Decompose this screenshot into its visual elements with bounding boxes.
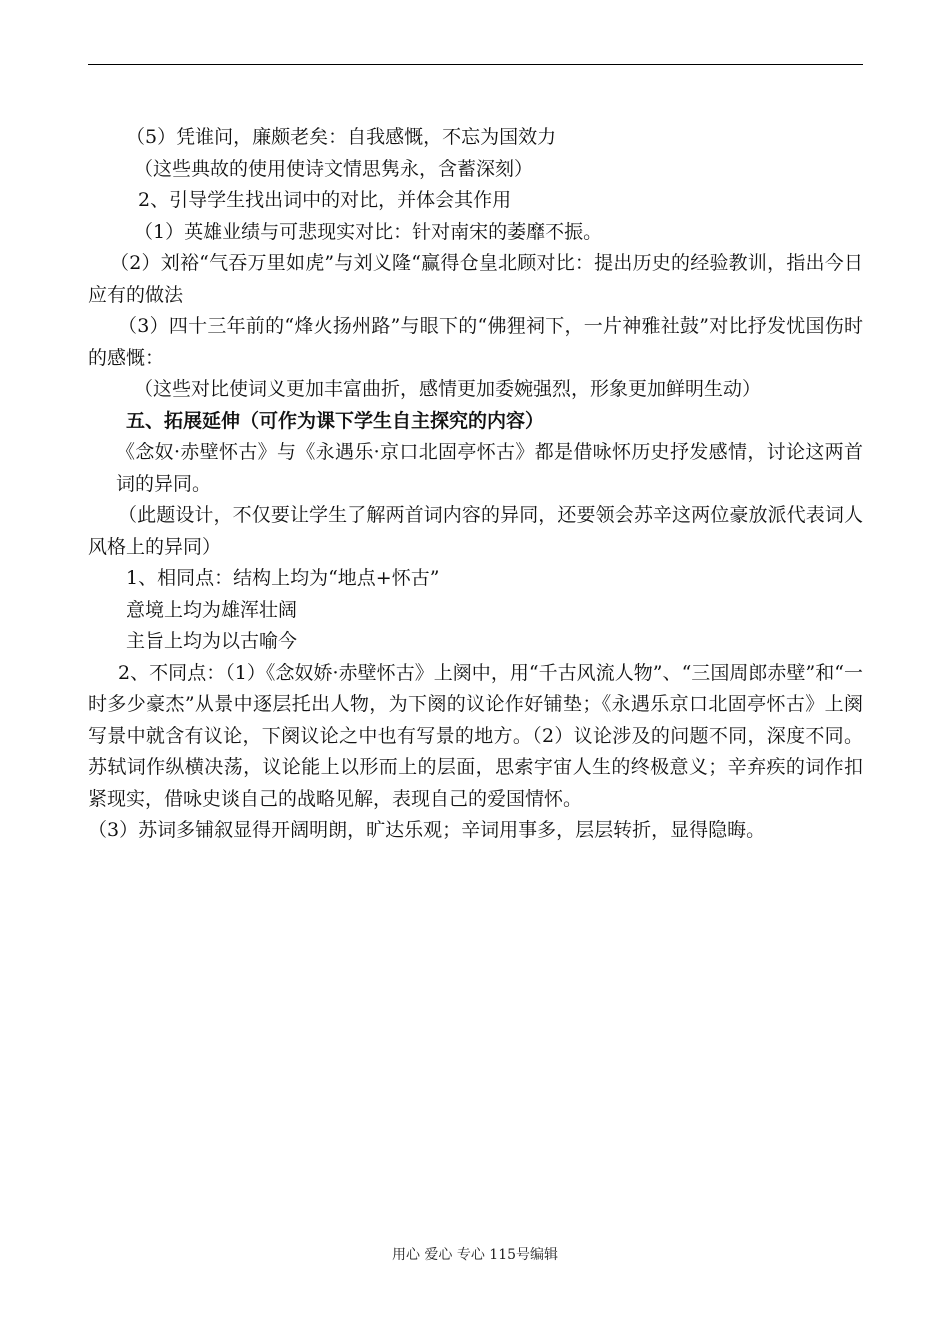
page-footer: 用心 爱心 专心 115号编辑 — [391, 1247, 559, 1263]
paragraph-8: 《念奴·赤壁怀古》与《永遇乐·京口北固亭怀古》都是借咏怀历史抒发感情，讨论这两首词的异同。 — [116, 441, 863, 495]
paragraph-6: （3）四十三年前的“烽火扬州路”与眼下的“佛狸祠下，一片神雅社鼓”对比抒发忧国伤时的感慨： — [88, 315, 863, 369]
paragraph-2: （这些典故的使用使诗文情思隽永，含蓄深刻） — [134, 157, 534, 180]
paragraph-1: （5）凭谁问，廉颇老矣：自我感慨，不忘为国效力 — [126, 126, 557, 148]
section-heading: 五、拓展延伸（可作为课下学生自主探究的内容） — [126, 409, 545, 432]
paragraph-5: （2）刘裕“气吞万里如虎”与刘义隆“赢得仓皇北顾对比：提出历史的经验教训，指出今日应有的做法 — [88, 252, 863, 306]
paragraph-14: （3）苏词多铺叙显得开阔明朗，旷达乐观；辛词用事多，层层转折，显得隐晦。 — [88, 819, 766, 841]
paragraph-12: 主旨上均为以古喻今 — [126, 630, 298, 652]
paragraph-3: 2、引导学生找出词中的对比，并体会其作用 — [138, 189, 512, 211]
paragraph-13: 2、不同点：（1）《念奴娇·赤壁怀古》上阕中，用“千古风流人物”、“三国周郎赤壁”和“一时多少豪杰”从景中逐层托出人物，为下阕的议论作好铺垫；《永遇乐京口北固亭怀古》上阕写景中就含有议论，下阕议论之中也有写景的地方。（2）议论涉及的问题不同，深度不同。苏轼词作纵横决荡，议论能上以形而上的层面，思索宇宙人生的终极意义；辛弃疾的词作扣紧现实，借咏史谈自己的战略见解，表现自己的爱国情怀。 — [88, 661, 863, 810]
paragraph-7: （这些对比使词义更加丰富曲折，感情更加委婉强烈，形象更加鲜明生动） — [134, 378, 762, 400]
paragraph-4: （1）英雄业绩与可悲现实对比：针对南宋的萎靡不振。 — [134, 220, 603, 243]
paragraph-9: （此题设计，不仅要让学生了解两首词内容的异同，还要领会苏辛这两位豪放派代表词人风格上的异同） — [88, 504, 863, 558]
header-rule — [88, 64, 863, 65]
paragraph-11: 意境上均为雄浑壮阔 — [126, 598, 298, 621]
document-body — [88, 122, 863, 847]
paragraph-10: 1、相同点：结构上均为“地点+怀古” — [126, 567, 440, 589]
